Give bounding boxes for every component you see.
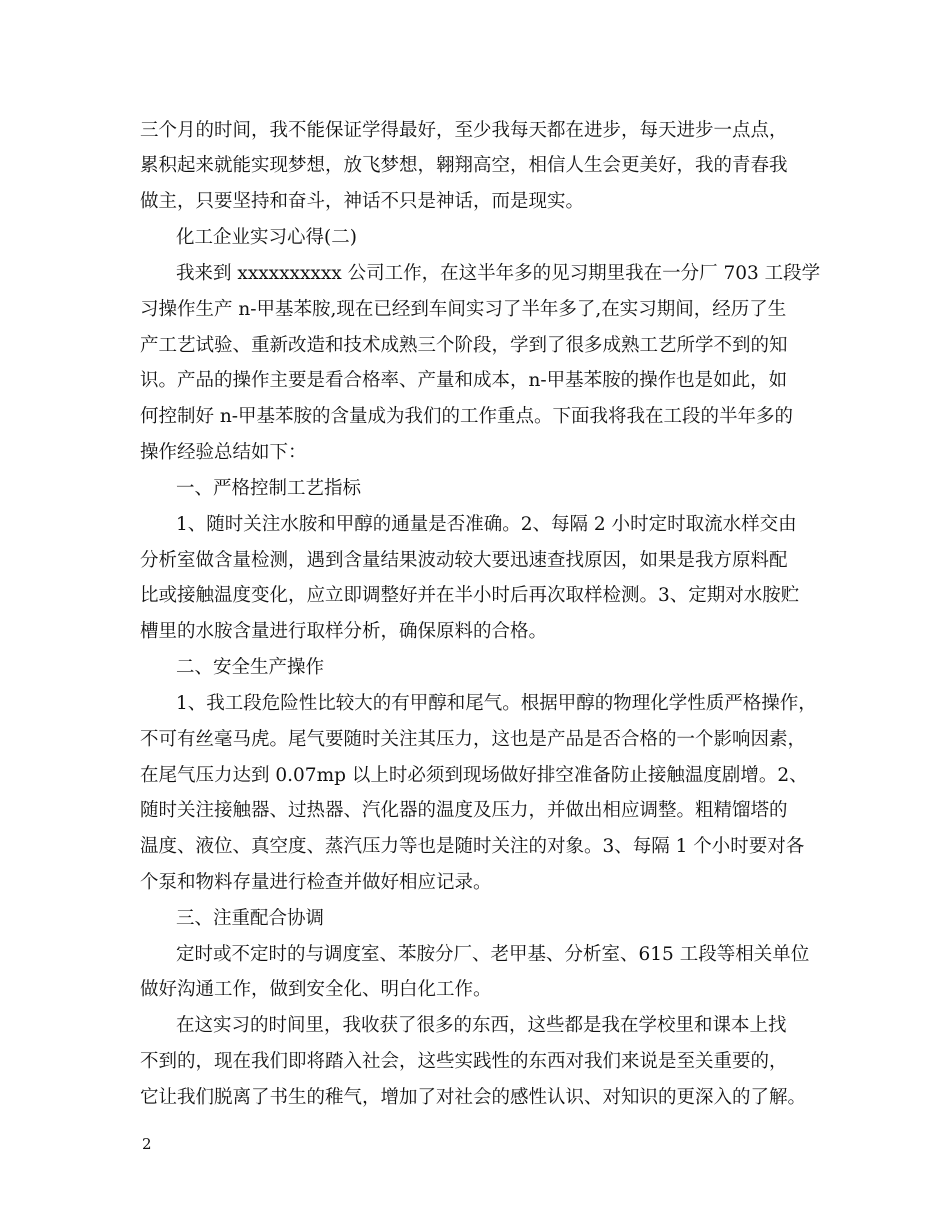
paragraph-line: 不可有丝毫马虎。尾气要随时关注其压力，这也是产品是否合格的一个影响因素， <box>140 729 807 750</box>
paragraph-line: 分析室做含量检测，遇到含量结果波动较大要迅速查找原因，如果是我方原料配 <box>140 550 788 571</box>
section-title: 化工企业实习心得(二) <box>176 227 357 248</box>
paragraph-line: 随时关注接触器、过热器、汽化器的温度及压力，并做出相应调整。粗精馏塔的 <box>140 800 788 821</box>
paragraph-line: 做主，只要坚持和奋斗，神话不只是神话，而是现实。 <box>140 191 585 212</box>
paragraph-line: 我来到 xxxxxxxxxx 公司工作，在这半年多的见习期里我在一分厂 703 工段学 <box>176 263 821 284</box>
paragraph-line: 不到的，现在我们即将踏入社会，这些实践性的东西对我们来说是至关重要的， <box>140 1051 788 1072</box>
paragraph-line: 累积起来就能实现梦想，放飞梦想，翱翔高空，相信人生会更美好，我的青春我 <box>140 155 788 176</box>
paragraph-line: 1、随时关注水胺和甲醇的通量是否准确。2、每隔 2 小时定时取流水样交由 <box>176 514 797 535</box>
paragraph-line: 它让我们脱离了书生的稚气，增加了对社会的感性认识、对知识的更深入的了解。 <box>140 1087 807 1108</box>
paragraph-line: 识。产品的操作主要是看合格率、产量和成本，n-甲基苯胺的操作也是如此，如 <box>140 370 788 391</box>
paragraph-line: 温度、液位、真空度、蒸汽压力等也是随时关注的对象。3、每隔 1 个小时要对各 <box>140 836 805 857</box>
paragraph-line: 个泵和物料存量进行检查并做好相应记录。 <box>140 872 492 893</box>
paragraph-line: 在这实习的时间里，我收获了很多的东西，这些都是我在学校里和课本上找 <box>176 1015 787 1036</box>
section-heading: 一、严格控制工艺指标 <box>176 478 362 499</box>
section-heading: 三、注重配合协调 <box>176 908 325 929</box>
page-number: 2 <box>142 1135 152 1153</box>
paragraph-line: 在尾气压力达到 0.07mp 以上时必须到现场做好排空准备防止接触温度剧增。2、 <box>140 765 808 786</box>
paragraph-line: 三个月的时间，我不能保证学得最好，至少我每天都在进步，每天进步一点点， <box>140 120 788 141</box>
paragraph-line: 1、我工段危险性比较大的有甲醇和尾气。根据甲醇的物理化学性质严格操作， <box>176 693 817 714</box>
paragraph-line: 比或接触温度变化，应立即调整好并在半小时后再次取样检测。3、定期对水胺贮 <box>140 585 800 606</box>
section-heading: 二、安全生产操作 <box>176 657 325 678</box>
paragraph-line: 习操作生产 n-甲基苯胺,现在已经到车间实习了半年多了,在实习期间，经历了生 <box>140 299 787 320</box>
paragraph-line: 做好沟通工作，做到安全化、明白化工作。 <box>140 979 492 1000</box>
paragraph-line: 产工艺试验、重新改造和技术成熟三个阶段，学到了很多成熟工艺所学不到的知 <box>140 335 788 356</box>
paragraph-line: 何控制好 n-甲基苯胺的含量成为我们的工作重点。下面我将我在工段的半年多的 <box>140 406 794 427</box>
paragraph-line: 定时或不定时的与调度室、苯胺分厂、老甲基、分析室、615 工段等相关单位 <box>176 944 810 965</box>
paragraph-line: 槽里的水胺含量进行取样分析，确保原料的合格。 <box>140 621 548 642</box>
paragraph-line: 操作经验总结如下： <box>140 442 307 463</box>
